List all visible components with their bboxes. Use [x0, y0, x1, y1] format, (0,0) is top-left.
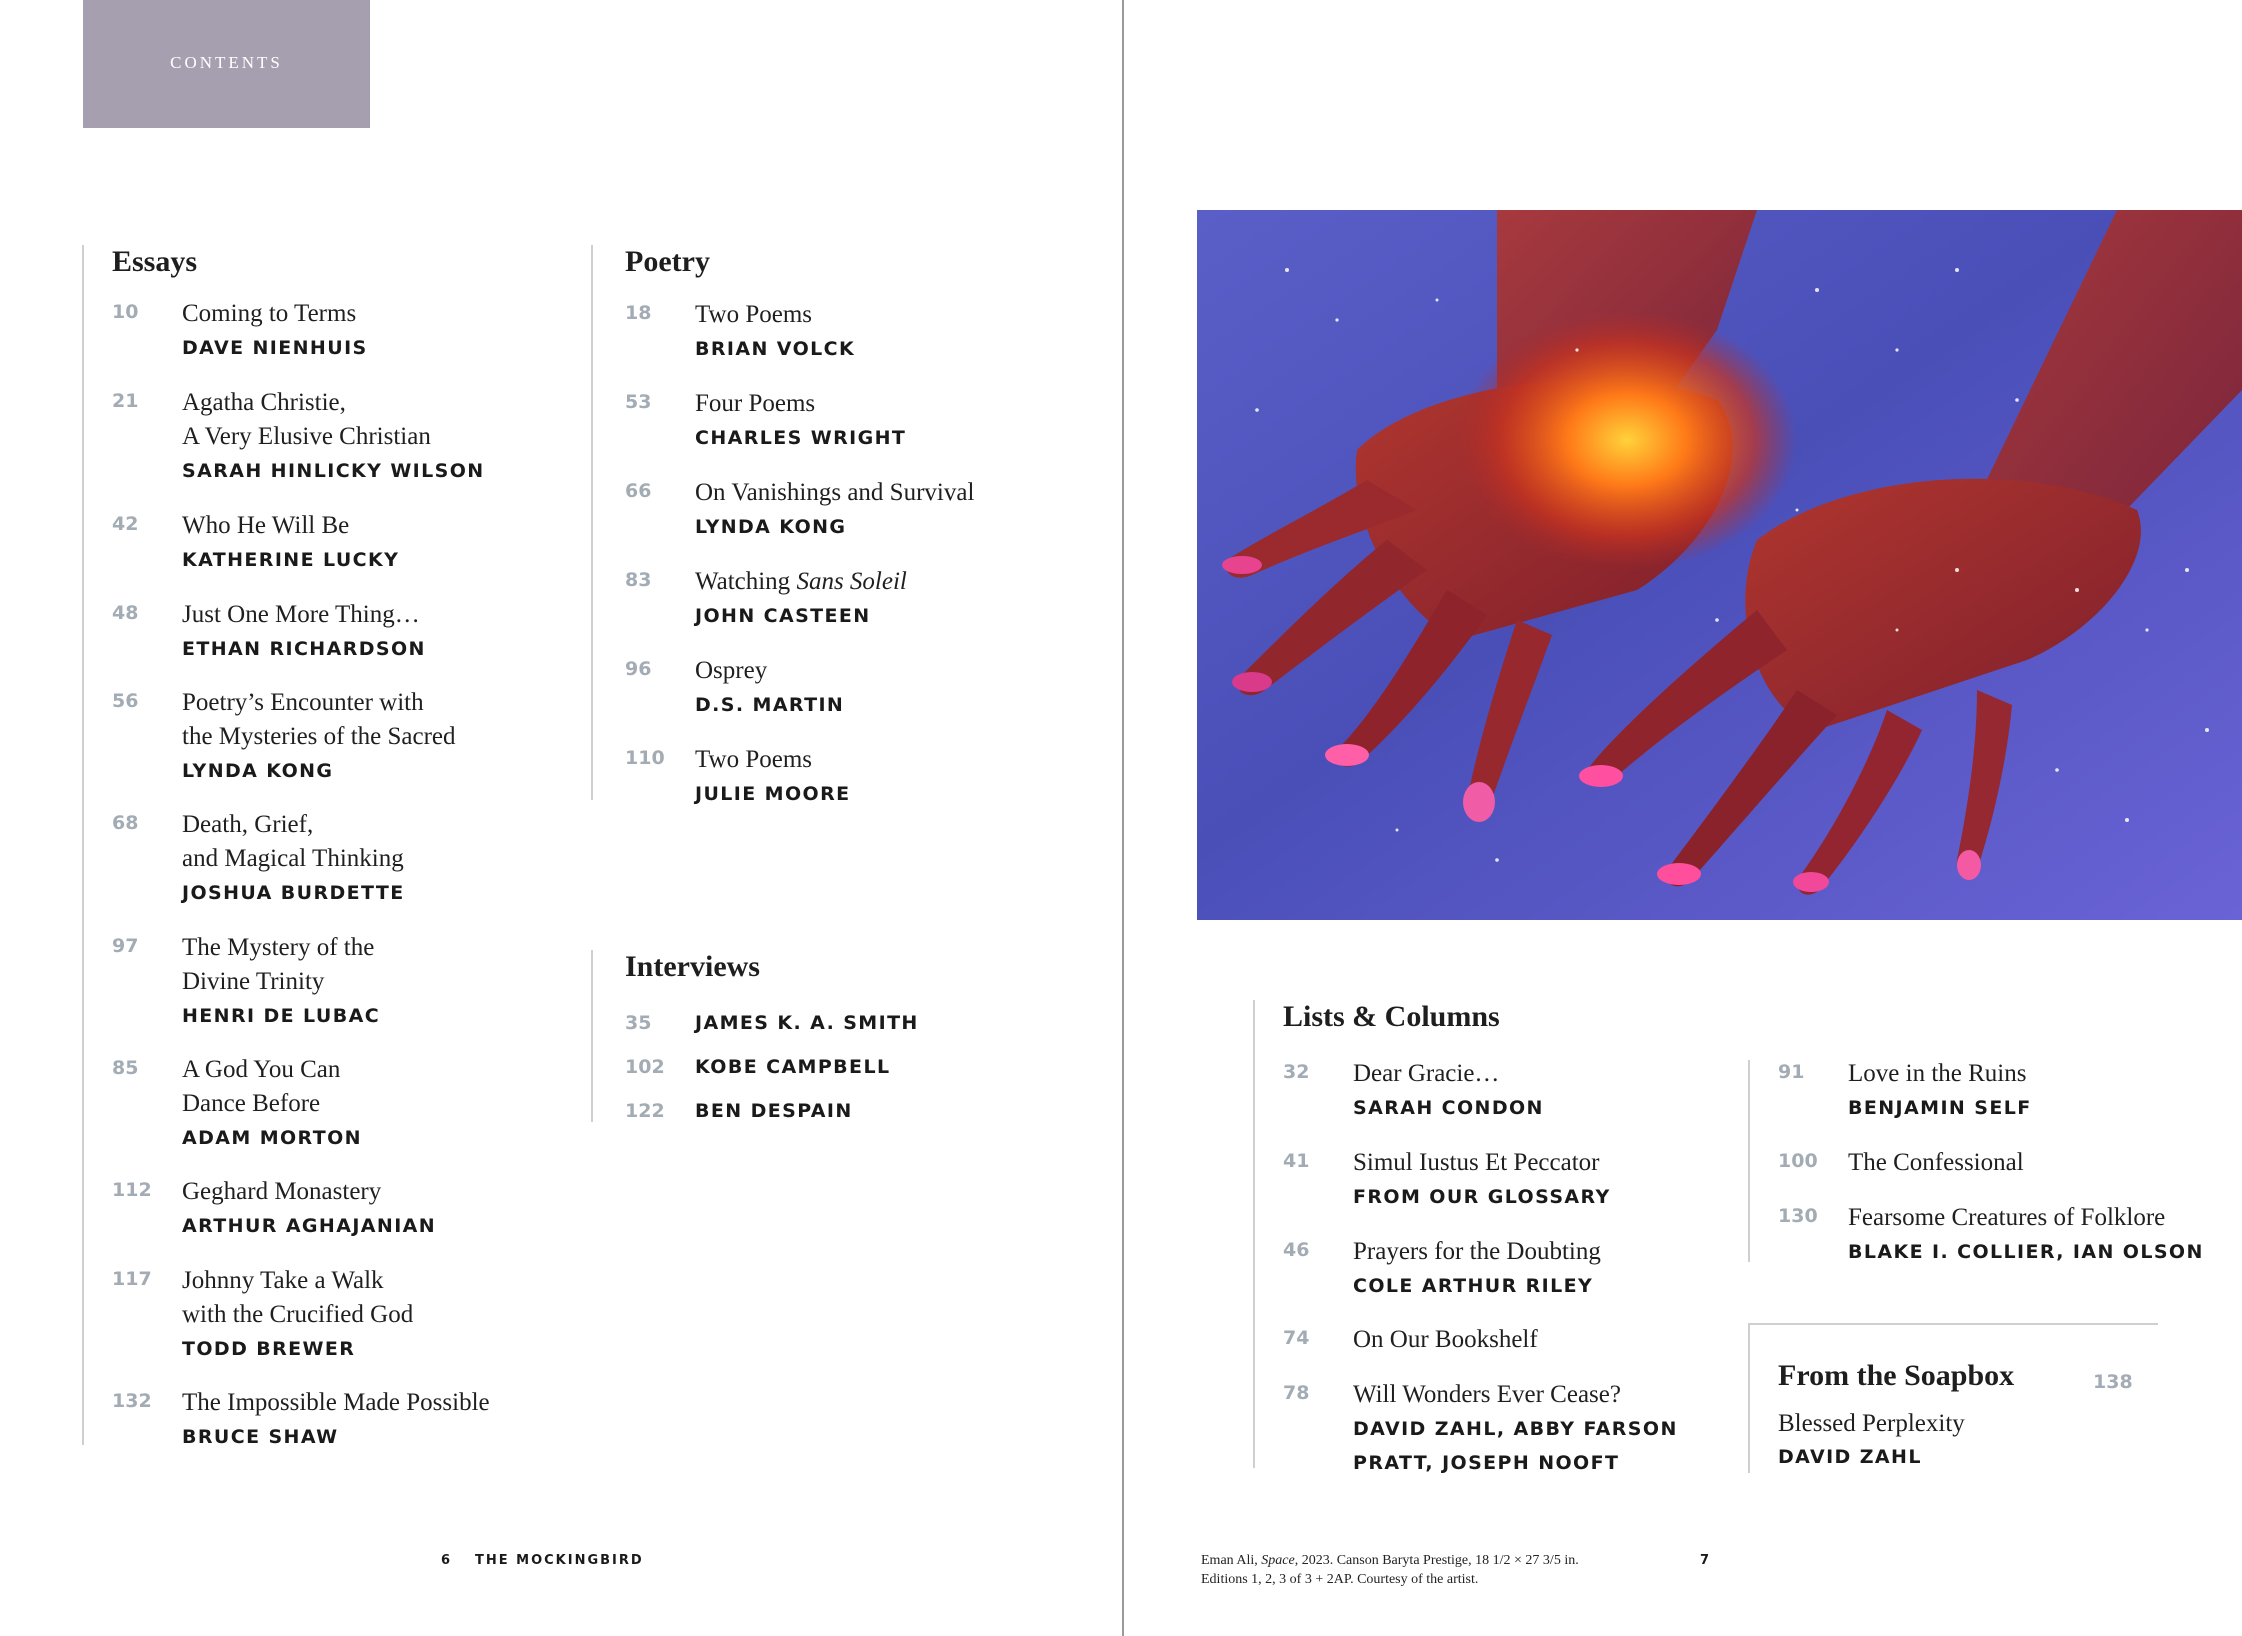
essays-section: [82, 245, 562, 1448]
entry-page-number: 68: [112, 812, 139, 834]
entry-author: DAVE NIENHUIS: [182, 337, 368, 359]
entry-title: Agatha Christie, A Very Elusive Christian: [182, 389, 431, 450]
soapbox-rule: [1748, 1323, 1750, 1473]
entry-title: Dear Gracie…: [1353, 1060, 1500, 1087]
entry-author: JOSHUA BURDETTE: [182, 882, 405, 904]
interviews-rule: [591, 950, 593, 1122]
entry-author: DAVID ZAHL, ABBY FARSON: [1353, 1418, 1678, 1440]
entry-title: Geghard Monastery: [182, 1178, 382, 1205]
entry-page-number: 91: [1778, 1061, 1805, 1083]
entry-page-number: 56: [112, 690, 139, 712]
entry-page-number: 48: [112, 602, 139, 624]
entry-page-number: 100: [1778, 1150, 1818, 1172]
entry-page-number: 96: [625, 658, 652, 680]
entry-author: BEN DESPAIN: [695, 1100, 853, 1122]
artwork-photo: [1197, 210, 2242, 920]
entry-author: TODD BREWER: [182, 1338, 356, 1360]
entry-title: On Our Bookshelf: [1353, 1326, 1538, 1353]
left-page-number: 6: [441, 1553, 453, 1568]
lists-right-rule: [1748, 1060, 1750, 1262]
entry-title: Two Poems: [695, 746, 813, 773]
entry-title: Four Poems: [695, 390, 816, 417]
image-caption: Eman Ali, Space, 2023. Canson Baryta Prestige, 18 1/2 × 27 3/5 in. Editions 1, 2, 3 of 3 + 2AP. Courtesy of the artist.: [1201, 1553, 1579, 1587]
entry-title: Johnny Take a Walk with the Crucified God: [182, 1267, 414, 1328]
entry-author: HENRI DE LUBAC: [182, 1005, 381, 1027]
interviews-section: [591, 950, 1091, 1122]
entry-author: FROM OUR GLOSSARY: [1353, 1186, 1611, 1208]
lists-columns-right: [1748, 1060, 2204, 1263]
entry-author: ETHAN RICHARDSON: [182, 638, 426, 660]
entry-title: On Vanishings and Survival: [695, 479, 975, 506]
contents-label: CONTENTS: [170, 53, 283, 72]
entry-author: KOBE CAMPBELL: [695, 1056, 891, 1078]
soapbox-section: [1748, 1323, 2168, 1473]
entry-title: Simul Iustus Et Peccator: [1353, 1149, 1600, 1176]
lists-heading: Lists & Columns: [1283, 1000, 1500, 1033]
essays-rule: [82, 245, 84, 1445]
entry-title: Osprey: [695, 657, 768, 684]
entry-title: Fearsome Creatures of Folklore: [1848, 1204, 2166, 1231]
entry-page-number: 74: [1283, 1327, 1310, 1349]
poetry-section: [591, 245, 1091, 805]
soapbox-title[interactable]: Blessed Perplexity: [1778, 1410, 1965, 1437]
magazine-title: THE MOCKINGBIRD: [475, 1553, 644, 1568]
entry-page-number: 83: [625, 569, 652, 591]
entry-title: Poetry’s Encounter with the Mysteries of the Sacred: [182, 689, 456, 750]
entry-title: Watching Sans Soleil: [695, 568, 907, 595]
right-page-number: 7: [1700, 1553, 1712, 1568]
entry-title: Coming to Terms: [182, 300, 357, 327]
entry-title: Prayers for the Doubting: [1353, 1238, 1601, 1265]
entry-page-number: 97: [112, 935, 139, 957]
entry-page-number: 18: [625, 302, 652, 324]
entry-page-number: 32: [1283, 1061, 1310, 1083]
entry-title: Just One More Thing…: [182, 601, 420, 628]
soapbox-page-number: 138: [2093, 1371, 2133, 1393]
entry-author: JOHN CASTEEN: [695, 605, 871, 627]
soapbox-author: DAVID ZAHL: [1778, 1446, 1922, 1468]
entry-title: The Confessional: [1848, 1149, 2024, 1176]
entry-author: LYNDA KONG: [182, 760, 334, 782]
entry-page-number: 35: [625, 1012, 652, 1034]
entry-author: ADAM MORTON: [182, 1127, 362, 1149]
entry-page-number: 122: [625, 1100, 665, 1122]
entry-author: D.S. MARTIN: [695, 694, 845, 716]
entry-title: The Impossible Made Possible: [182, 1389, 490, 1416]
lists-columns-section: [1253, 1000, 1733, 1474]
entry-author: BRIAN VOLCK: [695, 338, 856, 360]
entry-page-number: 10: [112, 301, 139, 323]
entry-title: Love in the Ruins: [1848, 1060, 2027, 1087]
entry-page-number: 117: [112, 1268, 152, 1290]
entry-page-number: 110: [625, 747, 665, 769]
entry-page-number: 53: [625, 391, 652, 413]
entry-author: JULIE MOORE: [695, 783, 851, 805]
hands-in-water-image: [1197, 210, 2242, 920]
entry-title: The Mystery of the Divine Trinity: [182, 934, 375, 995]
entry-page-number: 41: [1283, 1150, 1310, 1172]
entry-page-number: 102: [625, 1056, 665, 1078]
entry-author: CHARLES WRIGHT: [695, 427, 907, 449]
entry-author: SARAH CONDON: [1353, 1097, 1544, 1119]
entry-page-number: 46: [1283, 1239, 1310, 1261]
entry-author: KATHERINE LUCKY: [182, 549, 400, 571]
soapbox-heading: From the Soapbox: [1778, 1359, 2015, 1392]
soapbox-rule-top: [1748, 1323, 2158, 1325]
entry-title: Death, Grief, and Magical Thinking: [182, 811, 404, 872]
entry-author: SARAH HINLICKY WILSON: [182, 460, 485, 482]
entry-page-number: 66: [625, 480, 652, 502]
entry-page-number: 132: [112, 1390, 152, 1412]
poetry-heading: Poetry: [625, 245, 710, 278]
entry-author-continued: PRATT, JOSEPH NOOFT: [1353, 1452, 1620, 1474]
poetry-rule: [591, 245, 593, 800]
entry-page-number: 42: [112, 513, 139, 535]
entry-page-number: 85: [112, 1057, 139, 1079]
entry-author: JAMES K. A. SMITH: [695, 1012, 919, 1034]
entry-author: BENJAMIN SELF: [1848, 1097, 2032, 1119]
entry-author: BLAKE I. COLLIER, IAN OLSON: [1848, 1241, 2204, 1263]
entry-page-number: 112: [112, 1179, 152, 1201]
entry-page-number: 130: [1778, 1205, 1818, 1227]
lists-rule: [1253, 1000, 1255, 1468]
entry-author: LYNDA KONG: [695, 516, 847, 538]
contents-tab: [83, 0, 370, 128]
entry-author: BRUCE SHAW: [182, 1426, 339, 1448]
entry-title: Who He Will Be: [182, 512, 350, 539]
entry-title: A God You Can Dance Before: [182, 1056, 341, 1117]
entry-page-number: 78: [1283, 1382, 1310, 1404]
entry-title: Will Wonders Ever Cease?: [1353, 1381, 1621, 1408]
entry-author: ARTHUR AGHAJANIAN: [182, 1215, 437, 1237]
entry-author: COLE ARTHUR RILEY: [1353, 1275, 1594, 1297]
page-spine: [1122, 0, 1124, 1636]
essays-heading: Essays: [112, 245, 198, 278]
entry-title: Two Poems: [695, 301, 813, 328]
entry-page-number: 21: [112, 390, 139, 412]
interviews-heading: Interviews: [625, 950, 760, 983]
